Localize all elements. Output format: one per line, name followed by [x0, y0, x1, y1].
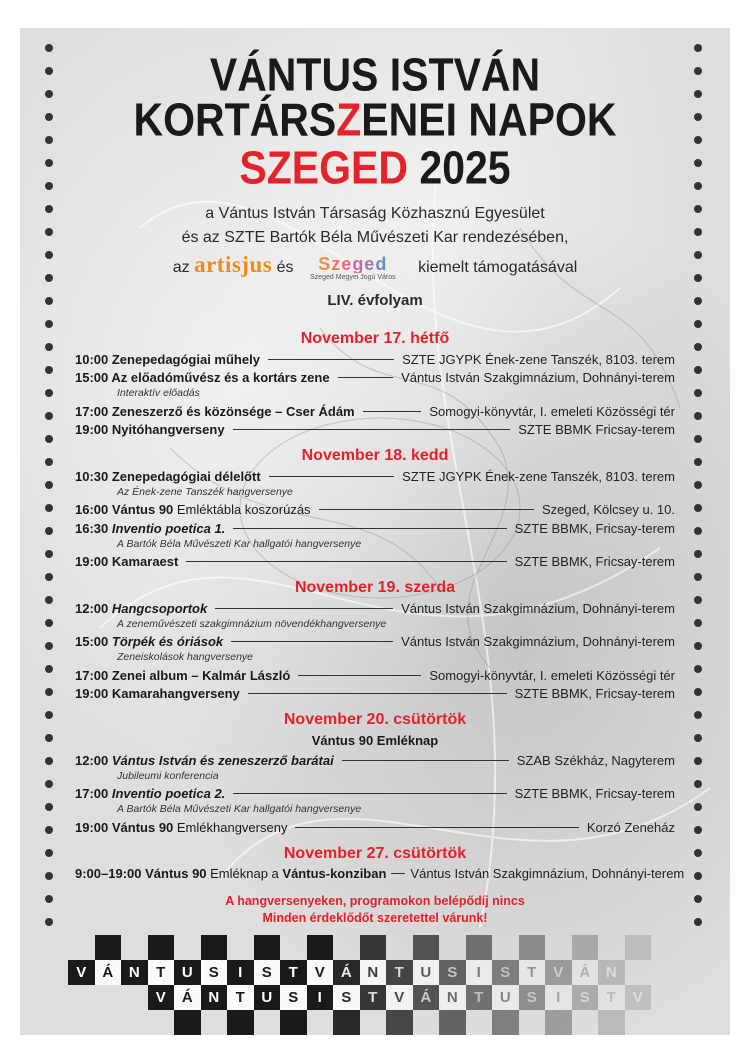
sponsor-line	[0, 250, 750, 280]
band-square	[227, 1010, 254, 1035]
border-dot	[45, 849, 53, 857]
leader-line	[342, 760, 509, 761]
border-dot	[694, 711, 702, 719]
border-dot	[694, 366, 702, 374]
border-dot	[45, 596, 53, 604]
program-row	[75, 350, 675, 369]
title-year: 2025	[419, 142, 511, 194]
program-note: Interaktív előadás	[117, 387, 200, 399]
band-square	[386, 1010, 413, 1035]
band-square	[333, 1010, 360, 1035]
border-dot	[694, 527, 702, 535]
band-letter-cell: V	[307, 960, 334, 985]
band-square	[466, 935, 493, 960]
band-letter-cell: V	[625, 985, 652, 1010]
program-row	[75, 519, 675, 538]
title-segment: Emlékhangverseny	[176, 819, 288, 835]
band-letter-cell: N	[598, 960, 625, 985]
title-segment: Inventio poetica 1.	[111, 520, 226, 536]
program-venue: Vántus István Szakgimnázium, Dohnányi-terem	[401, 370, 675, 386]
program-row	[75, 785, 675, 804]
program-row	[75, 751, 675, 770]
border-dot	[694, 803, 702, 811]
band-square	[174, 1010, 201, 1035]
border-dot	[45, 366, 53, 374]
band-square	[545, 1010, 572, 1035]
title-segment: Hangcsoportok	[111, 600, 208, 616]
leader-line	[295, 827, 578, 828]
border-dot	[694, 734, 702, 742]
leader-line	[298, 675, 421, 676]
leader-line	[215, 608, 393, 609]
band-letter-cell: V	[545, 960, 572, 985]
border-dot	[45, 780, 53, 788]
title-segment: 9:00–19:00 Vántus 90	[75, 866, 211, 882]
day-heading: November 20. csütörtök	[283, 711, 467, 728]
program-venue: SZTE BBMK, Fricsay-terem	[514, 520, 675, 536]
program-note: Zeneiskolások hangversenye	[117, 651, 253, 663]
program-venue: SZAB Székház, Nagyterem	[516, 752, 675, 768]
program-title	[75, 352, 260, 367]
title-line-1: VÁNTUS ISTVÁN	[209, 49, 541, 101]
border-dot	[694, 665, 702, 673]
program-title	[75, 502, 311, 517]
title-segment: Emléktábla koszorúzás	[176, 502, 311, 518]
border-dot	[694, 435, 702, 443]
band-letter-cell: S	[201, 960, 228, 985]
title-segment: 16:00 Vántus 90	[75, 502, 177, 518]
border-dot	[694, 504, 702, 512]
border-dot	[45, 619, 53, 627]
title-segment: 17:00 Zenei album – Kalmár László	[75, 667, 291, 683]
program-row	[75, 865, 685, 884]
border-dot	[694, 596, 702, 604]
band-letter-cell: N	[121, 960, 148, 985]
leader-line	[363, 411, 422, 412]
title-segment: 19:00 Kamaraest	[75, 554, 179, 570]
leader-line	[319, 509, 534, 510]
title-segment: 15:00	[75, 634, 112, 650]
title-segment: 19:00 Kamarahangverseny	[75, 686, 240, 702]
title-line-2	[0, 95, 750, 144]
band-letter-cell: T	[386, 960, 413, 985]
band-square	[201, 935, 228, 960]
band-letter-cell: Á	[572, 960, 599, 985]
sponsor-suffix: kiemelt támogatásával	[418, 259, 578, 276]
border-dot	[45, 481, 53, 489]
band-letter-cell: U	[492, 985, 519, 1010]
band-letter-cell: T	[519, 960, 546, 985]
border-dot	[45, 458, 53, 466]
border-dot	[45, 527, 53, 535]
day-heading: November 18. kedd	[301, 447, 449, 464]
border-dot	[694, 389, 702, 397]
band-letter-cell: N	[439, 985, 466, 1010]
program-venue: SZTE BBMK Fricsay-terem	[518, 422, 675, 438]
program-title	[75, 786, 225, 801]
border-dot	[45, 343, 53, 351]
program-venue: Vántus István Szakgimnázium, Dohnányi-terem	[401, 600, 675, 616]
border-dot	[694, 343, 702, 351]
band-letter-cell: T	[360, 985, 387, 1010]
border-dot	[694, 320, 702, 328]
leader-line	[231, 641, 393, 642]
program-note: A zeneművészeti szakgimnázium növendékhangversenye	[117, 617, 387, 630]
program-title	[75, 634, 223, 649]
band-letter-cell: U	[413, 960, 440, 985]
program-note: A Bartók Béla Művészeti Kar hallgatói hangversenye	[117, 803, 362, 815]
band-letter-cell: S	[572, 985, 599, 1010]
band-letter-cell: U	[254, 985, 281, 1010]
border-dot	[45, 803, 53, 811]
program-venue: SZTE BBMK, Fricsay-terem	[514, 554, 675, 570]
band-square	[148, 935, 175, 960]
border-dot	[694, 688, 702, 696]
program-title	[75, 554, 178, 569]
band-letter-cell: S	[519, 985, 546, 1010]
artisjus-logo: artisjus	[194, 252, 273, 277]
program-row	[75, 553, 675, 572]
program-title	[75, 469, 261, 484]
border-dot	[45, 872, 53, 880]
program-note: Jubileumi konferencia	[117, 769, 219, 782]
border-dot	[694, 458, 702, 466]
leader-line	[338, 377, 394, 378]
organizer-line-1: a Vántus István Társaság Közhasznú Egyesület	[205, 205, 545, 222]
program-row	[75, 599, 675, 618]
band-letter-cell: Á	[95, 960, 122, 985]
welcome-notice: Minden érdeklődőt szeretettel várunk!	[262, 911, 488, 925]
title-szeged: SZEGED	[239, 142, 408, 194]
title-segment: Vántus-konziban	[282, 866, 387, 882]
border-dot	[45, 573, 53, 581]
program-venue: SZTE BBMK, Fricsay-terem	[514, 686, 675, 702]
title-kortars: KORTÁRS	[133, 94, 337, 146]
day-heading: November 27. csütörtök	[283, 844, 467, 862]
organizer-line-2: és az SZTE Bartók Béla Művészeti Kar rendezésében,	[181, 229, 569, 246]
title-segment: 17:00	[75, 786, 112, 802]
band-square	[519, 935, 546, 960]
program-row	[75, 633, 675, 652]
program-title	[75, 866, 386, 881]
band-square	[439, 1010, 466, 1035]
day-section	[75, 577, 675, 703]
title-segment: Inventio poetica 2.	[111, 786, 226, 802]
band-letter-cell: V	[68, 960, 95, 985]
band-letter-cell: S	[439, 960, 466, 985]
band-square	[254, 935, 281, 960]
band-letter-cell: S	[254, 960, 281, 985]
program-title	[75, 370, 330, 385]
leader-line	[268, 359, 394, 360]
program-title	[75, 668, 290, 683]
leader-line	[233, 429, 511, 430]
program-row	[75, 402, 675, 421]
band-letter-cell: S	[280, 985, 307, 1010]
title-segment: 10:30 Zenepedagógiai délelőtt	[75, 468, 261, 484]
band-square	[598, 1010, 625, 1035]
border-dot	[694, 573, 702, 581]
program-row	[75, 818, 675, 837]
band-letter-cell: T	[466, 985, 493, 1010]
title-segment: 10:00 Zenepedagógiai műhely	[75, 351, 260, 367]
program-title	[75, 686, 240, 701]
border-dot	[45, 734, 53, 742]
title-segment: 17:00 Zeneszerző és közönsége – Cser Ádám	[75, 403, 355, 419]
program-title	[75, 753, 334, 768]
program-venue: Szeged, Kölcsey u. 10.	[542, 502, 675, 518]
border-dot	[45, 504, 53, 512]
border-dot	[45, 711, 53, 719]
program-row	[75, 421, 675, 440]
border-dot	[694, 619, 702, 627]
border-dot	[45, 550, 53, 558]
sponsor-and: és	[276, 259, 294, 276]
band-letter-cell: U	[174, 960, 201, 985]
band-letter-cell: T	[148, 960, 175, 985]
border-dot	[694, 642, 702, 650]
title-enei-napok: ENEI NAPOK	[361, 94, 617, 146]
title-segment: 15:00 Az előadóművész és a kortárs zene	[75, 370, 330, 386]
free-entry-notice: A hangversenyeken, programokon belépődíj nincs	[225, 894, 525, 908]
program-venue: SZTE BBMK, Fricsay-terem	[514, 786, 675, 802]
program-venue: SZTE JGYPK Ének-zene Tanszék, 8103. terem	[402, 351, 675, 367]
program-note: A Bartók Béla Művészeti Kar hallgatói hangversenye	[117, 537, 362, 550]
border-dot	[694, 826, 702, 834]
border-dot	[694, 412, 702, 420]
program-venue: Korzó Zeneház	[586, 819, 675, 835]
leader-line	[233, 528, 506, 529]
border-dot	[45, 665, 53, 673]
border-dot	[45, 642, 53, 650]
band-letter-cell: I	[307, 985, 334, 1010]
title-line-3	[0, 143, 750, 192]
leader-line	[233, 793, 506, 794]
band-letter-cell: S	[333, 985, 360, 1010]
program-row	[75, 685, 675, 704]
band-letter-cell: V	[148, 985, 175, 1010]
border-dot	[45, 435, 53, 443]
program-row	[75, 467, 675, 486]
leader-line	[186, 561, 506, 562]
border-dot	[694, 481, 702, 489]
band-square	[492, 1010, 519, 1035]
border-dot	[694, 780, 702, 788]
border-dot	[45, 320, 53, 328]
day-section	[75, 709, 675, 837]
szeged-city-logo: Szeged Szeged Megyei Jogú Város	[310, 253, 396, 281]
band-square	[572, 935, 599, 960]
day-section	[75, 445, 675, 571]
border-dot	[694, 550, 702, 558]
band-letter-cell: N	[201, 985, 228, 1010]
band-letter-cell: Á	[333, 960, 360, 985]
day-section	[75, 328, 675, 439]
program-venue: SZTE JGYPK Ének-zene Tanszék, 8103. terem	[402, 468, 675, 484]
program-row	[75, 369, 675, 388]
program-venue: Somogyi-könyvtár, I. emeleti Közösségi tér	[429, 667, 675, 683]
border-dot	[45, 688, 53, 696]
border-dot	[45, 412, 53, 420]
title-segment: 12:00	[75, 600, 112, 616]
program-note: Az Ének-zene Tanszék hangversenye	[117, 485, 293, 498]
band-square	[95, 935, 122, 960]
border-dot	[694, 872, 702, 880]
band-letter-cell: Á	[413, 985, 440, 1010]
program-row	[75, 666, 675, 685]
day-heading: November 19. szerda	[294, 579, 456, 596]
band-letter-cell: Á	[174, 985, 201, 1010]
band-letter-cell: N	[360, 960, 387, 985]
program-title	[75, 601, 207, 616]
band-letter-cell: I	[227, 960, 254, 985]
border-dot	[45, 757, 53, 765]
band-letter-cell: T	[280, 960, 307, 985]
band-letter-cell: T	[227, 985, 254, 1010]
program-title	[75, 820, 287, 835]
leader-line	[391, 873, 405, 874]
band-square	[280, 1010, 307, 1035]
title-segment: Törpék és óriások	[111, 634, 224, 650]
day-heading: November 17. hétfő	[300, 330, 450, 347]
edition: LIV. évfolyam	[327, 292, 423, 309]
band-square	[307, 935, 334, 960]
title-segment: Vántus István és zeneszerző barátai	[111, 752, 334, 768]
program-title	[75, 422, 225, 437]
title-segment: 19:00 Vántus 90	[75, 819, 177, 835]
program-title	[75, 521, 225, 536]
leader-line	[248, 693, 507, 694]
program-venue: Somogyi-könyvtár, I. emeleti Közösségi tér	[429, 403, 675, 419]
band-letter-cell: I	[466, 960, 493, 985]
title-red-z: Z	[336, 94, 362, 146]
title-segment: 12:00	[75, 752, 112, 768]
program-venue: Vántus István Szakgimnázium, Dohnányi-terem	[401, 634, 675, 650]
leader-line	[269, 476, 394, 477]
band-square	[413, 935, 440, 960]
day-subtitle: Vántus 90 Emléknap	[311, 733, 439, 748]
band-square	[360, 935, 387, 960]
title-segment: 16:30	[75, 520, 112, 536]
band-square	[625, 935, 652, 960]
border-dot	[694, 849, 702, 857]
title-segment: 19:00 Nyitóhangverseny	[75, 422, 225, 438]
band-letter-cell: V	[386, 985, 413, 1010]
border-dot	[694, 757, 702, 765]
day-section	[75, 843, 685, 884]
program-schedule	[75, 322, 685, 883]
band-letter-cell: T	[598, 985, 625, 1010]
border-dot	[45, 389, 53, 397]
program-row	[75, 501, 675, 520]
sponsor-prefix: az	[172, 259, 190, 276]
band-letter-cell: S	[492, 960, 519, 985]
program-venue: Vántus István Szakgimnázium, Dohnányi-terem	[410, 866, 685, 882]
band-letter-cell: I	[545, 985, 572, 1010]
border-dot	[45, 826, 53, 834]
program-title	[75, 404, 355, 419]
title-segment: Emléknap a	[210, 866, 283, 882]
